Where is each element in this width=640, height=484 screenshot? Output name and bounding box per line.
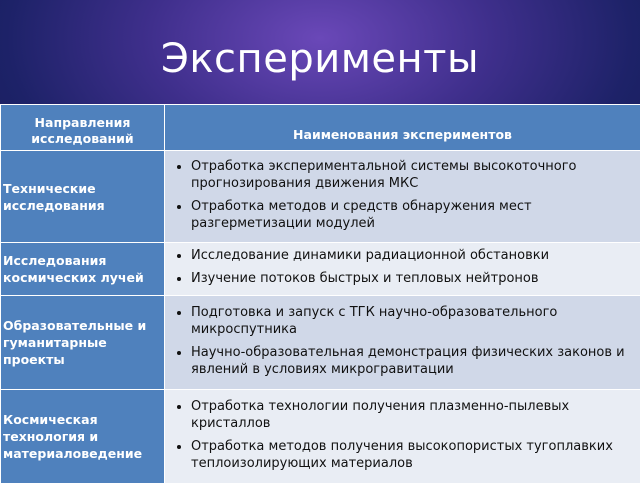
experiment-list [169, 247, 634, 287]
table-row [1, 296, 640, 390]
table-row [1, 390, 640, 484]
list-item: • Отработка технологии получения плазменно-пылевых кристаллов [191, 398, 634, 432]
list-item: • Отработка экспериментальной системы высокоточного прогнозирования движения МКС [191, 158, 634, 192]
row-direction: Технические исследования [1, 151, 165, 243]
row-direction: Исследования космических лучей [1, 243, 165, 296]
header-directions: Направления исследований [1, 105, 165, 151]
table-header-row [1, 105, 640, 151]
list-item: • Отработка методов получения высокопористых тугоплавких теплоизолирующих материалов [191, 438, 634, 472]
experiments-table [0, 104, 640, 484]
row-experiments [165, 296, 640, 390]
experiment-list [169, 398, 634, 472]
header-experiments: Наименования экспериментов [165, 105, 640, 151]
table-row [1, 151, 640, 243]
row-experiments [165, 243, 640, 296]
slide-title: Эксперименты [0, 36, 640, 82]
row-direction: Космическая технология и материаловедение [1, 390, 165, 484]
list-item: • Научно-образовательная демонстрация физических законов и явлений в условиях микрогравитации [191, 344, 634, 378]
row-experiments [165, 390, 640, 484]
experiment-list [169, 304, 634, 378]
row-experiments [165, 151, 640, 243]
experiment-list [169, 158, 634, 232]
table-row [1, 243, 640, 296]
list-item: • Отработка методов и средств обнаружения мест разгерметизации модулей [191, 198, 634, 232]
list-item: • Исследование динамики радиационной обстановки [191, 247, 634, 264]
list-item: • Изучение потоков быстрых и тепловых нейтронов [191, 270, 634, 287]
list-item: • Подготовка и запуск с ТГК научно-образовательного микроспутника [191, 304, 634, 338]
row-direction: Образовательные и гуманитарные проекты [1, 296, 165, 390]
